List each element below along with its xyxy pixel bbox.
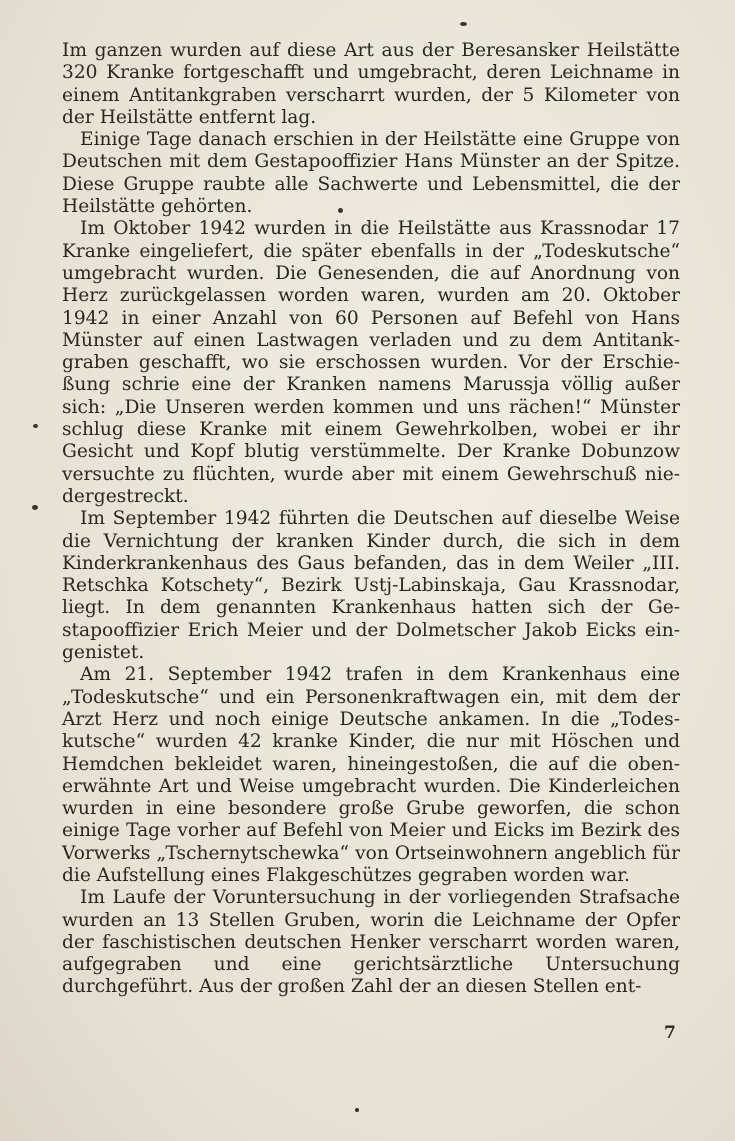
paragraph-5: Am 21. September 1942 trafen in dem Krankenhaus eine „Todeskutsche“ und ein Personenkraftwagen ein, mit dem der Arzt Herz und noch einige Deutsche ankamen. In die „Todeskutsche“ wurden 42 kranke Kinder, die nur mit Höschen und Hemdchen bekleidet waren, hineingestoßen, die auf die obenerwähnte Art und Weise umgebracht wurden. Die Kinderleichen wurden in eine besondere große Grube geworfen, die schon einige Tage vorher auf Befehl von Meier und Eicks im Bezirk des Vorwerks „Tschernytschewka“ von Ortseinwohnern angeblich für die Aufstellung eines Flakgeschützes gegraben worden war. <box>62 664 680 886</box>
ink-speck <box>355 1108 359 1112</box>
page-number: 7 <box>664 1023 676 1043</box>
ink-speck <box>460 22 467 26</box>
paragraph-3: Im Oktober 1942 wurden in die Heilstätte aus Krassnodar 17 Kranke eingeliefert, die später ebenfalls in der „Todeskutsche“ umgebracht wurden. Die Genesenden, die auf Anordnung von Herz zurückgelassen worden waren, wurden am 20. Oktober 1942 in einer Anzahl von 60 Personen auf Befehl von Hans Münster auf einen Lastwagen verladen und zu dem Antitankgraben geschafft, wo sie erschossen wurden. Vor der Erschießung schrie eine der Kranken namens Marussja völlig außer sich: „Die Unseren werden kommen und uns rächen!“ Münster schlug diese Kranke mit einem Gewehrkolben, wobei er ihr Gesicht und Kopf blutig verstümmelte. Der Kranke Dobunzow versuchte zu flüchten, wurde aber mit einem Gewehrschuß niedergestreckt. <box>62 218 680 507</box>
paragraph-4: Im September 1942 führten die Deutschen auf dieselbe Weise die Vernichtung der kranken Kinder durch, die sich in dem Kinderkrankenhaus des Gaus befanden, das in dem Weiler „III. Retschka Kotschety“, Bezirk Ustj-Labinskaja, Gau Krassnodar, liegt. In dem genannten Krankenhaus hatten sich der Gestapooffizier Erich Meier und der Dolmetscher Jakob Eicks eingenistet. <box>62 508 680 664</box>
paragraph-1: Im ganzen wurden auf diese Art aus der Beresansker Heilstätte 320 Kranke fortgeschafft und umgebracht, deren Leichname in einem Antitankgraben verscharrt wurden, der 5 Kilometer von der Heilstätte entfernt lag. <box>62 40 680 128</box>
body-text <box>62 40 680 999</box>
ink-speck <box>32 505 38 510</box>
paragraph-6: Im Laufe der Voruntersuchung in der vorliegenden Strafsache wurden an 13 Stellen Gruben, worin die Leichname der Opfer der faschistischen deutschen Henker verscharrt worden waren, aufgegraben und eine gerichtsärztliche Untersuchung durchgeführt. Aus der großen Zahl der an diesen Stellen ent- <box>62 887 680 998</box>
ink-speck <box>338 208 343 213</box>
paragraph-2: Einige Tage danach erschien in der Heilstätte eine Gruppe von Deutschen mit dem Gestapooffizier Hans Münster an der Spitze. Diese Gruppe raubte alle Sachwerte und Lebensmittel, die der Heilstätte gehörten. <box>62 129 680 218</box>
ink-speck <box>33 424 38 428</box>
